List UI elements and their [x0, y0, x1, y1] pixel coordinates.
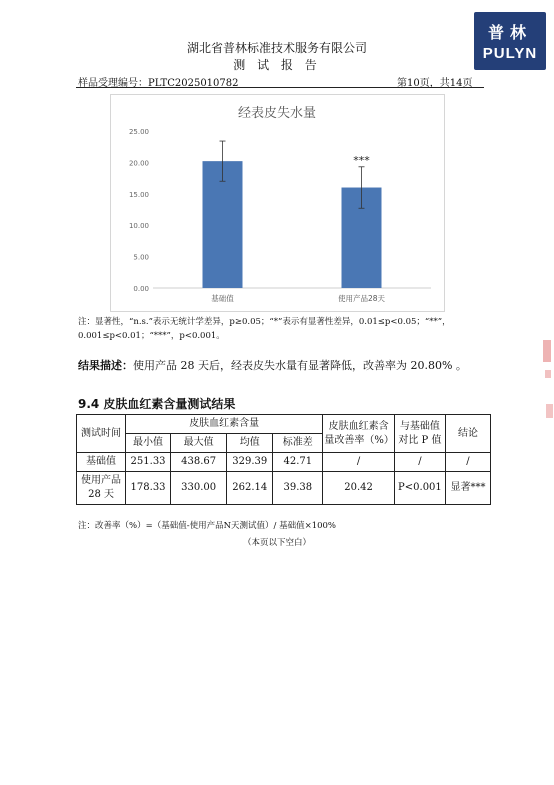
table-row: [77, 453, 491, 472]
header-conclusion: 结论: [445, 415, 490, 453]
header-improve: 皮肤血红素含量改善率（%）: [323, 415, 395, 453]
logo-en-text: PULYN: [482, 45, 538, 62]
y-tick-label: 10.00: [128, 222, 149, 231]
header-min: 最小值: [126, 434, 171, 453]
cell-max: 438.67: [171, 453, 227, 472]
company-name: 湖北省普林标准技术服务有限公司: [186, 41, 367, 55]
end-of-page-note: （本页以下空白）: [242, 538, 311, 548]
cell-sd: 39.38: [273, 472, 323, 505]
result-label: 结果描述：: [78, 359, 133, 372]
chart-title: 经表皮失水量: [237, 106, 317, 121]
table-header-row: [77, 415, 491, 434]
page-info: 第10页，共14页: [397, 78, 473, 89]
tewl-chart: [110, 94, 445, 312]
header-divider: [76, 87, 484, 88]
chart-svg: [111, 95, 444, 311]
header-time: 测试时间: [77, 415, 126, 453]
y-tick-label: 20.00: [128, 159, 149, 168]
significance-note-line1: 注：显著性，“n.s.”表示无统计学差异，p≥0.05；“*”表示有显著性差异，0.01≤p<0.05；“**”，: [78, 317, 451, 327]
cell-min: 251.33: [126, 453, 171, 472]
logo-cn-text: 普林: [487, 23, 532, 42]
cell-min: 178.33: [126, 472, 171, 505]
cell-improve: /: [323, 453, 395, 472]
cell-max: 330.00: [171, 472, 227, 505]
seal-stamp-fragment-2: [542, 400, 554, 430]
y-tick-label: 5.00: [133, 253, 149, 262]
header-sd: 标准差: [273, 434, 323, 453]
sample-number: 样品受理编号：PLTC2025010782: [78, 78, 239, 89]
y-tick-label: 25.00: [128, 128, 149, 136]
significance-note: [78, 315, 488, 343]
cell-conclusion: /: [445, 453, 490, 472]
header-mean: 均值: [227, 434, 273, 453]
report-title: 测 试 报 告: [233, 58, 321, 72]
cell-time: 基础值: [77, 453, 126, 472]
cell-time: 使用产品 28 天: [77, 472, 126, 505]
formula-note: 注：改善率（%）=（基础值-使用产品N天测试值）/ 基础值×100%: [78, 521, 336, 531]
cell-p: P<0.001: [394, 472, 445, 505]
cell-improve: 20.42: [323, 472, 395, 505]
header-group: 皮肤血红素含量: [126, 415, 323, 434]
significance-label: ***: [353, 153, 370, 167]
significance-note-line2: 0.001≤p<0.01；“***”，p<0.001。: [78, 331, 225, 341]
cell-mean: 262.14: [227, 472, 273, 505]
y-tick-label: 15.00: [128, 190, 149, 199]
x-category-label: 基础值: [211, 294, 234, 303]
header-compare: 与基础值对比 P 值: [394, 415, 445, 453]
cell-p: /: [394, 453, 445, 472]
result-description: [78, 357, 467, 373]
x-category-label: 使用产品28天: [337, 294, 386, 303]
cell-mean: 329.39: [227, 453, 273, 472]
hemoglobin-table: [76, 414, 491, 505]
section-title: 9.4 皮肤血红素含量测试结果: [78, 397, 236, 411]
table-row: [77, 472, 491, 505]
cell-conclusion: 显著***: [445, 472, 490, 505]
header-max: 最大值: [171, 434, 227, 453]
y-tick-label: 0.00: [133, 285, 149, 293]
cell-sd: 42.71: [273, 453, 323, 472]
result-text: 使用产品 28 天后，经表皮失水量有显著降低，改善率为 20.80% 。: [133, 359, 467, 372]
